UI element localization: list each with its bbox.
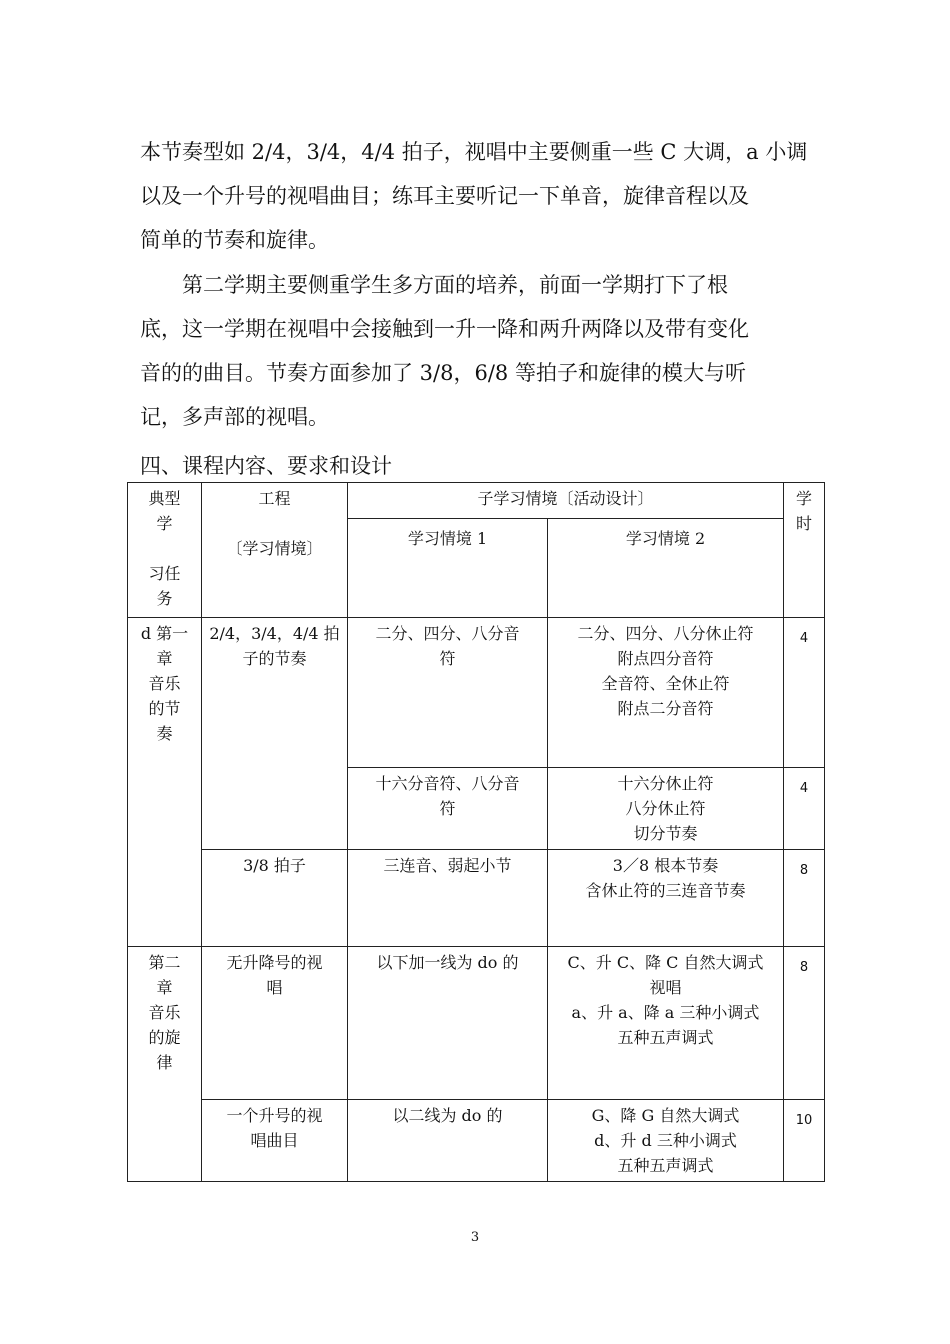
cell-line: 符: [439, 799, 456, 818]
cell-line: C、升 C、降 C 自然大调式: [567, 953, 764, 972]
cell-line: 附点四分音符: [617, 649, 714, 668]
cell-line: 五种五声调式: [617, 1156, 714, 1175]
cell-line: 典型: [148, 489, 181, 508]
hours-cell: 4: [784, 768, 825, 850]
context1-cell: [348, 850, 548, 947]
paragraph-line: 第二学期主要侧重学生多方面的培养，前面一学期打下了根: [140, 273, 728, 297]
cell-line: G、降 G 自然大调式: [591, 1106, 740, 1125]
table-row: [128, 850, 825, 947]
chapter-task-cell: [128, 618, 202, 947]
cell-line: 的节: [148, 699, 181, 718]
cell-line: 子的节奏: [242, 649, 307, 668]
cell-line: 第二: [148, 953, 181, 972]
cell-line: 章: [156, 649, 173, 668]
cell-line: d、升 d 三种小调式: [594, 1131, 737, 1150]
cell-line: 〔学习情境〕: [226, 539, 323, 558]
cell-line: 音乐: [148, 674, 181, 693]
project-cell: [202, 850, 348, 947]
table-row: [128, 618, 825, 768]
hours-cell: 4: [784, 618, 825, 768]
cell-line: a、升 a、降 a 三种小调式: [571, 1003, 760, 1022]
cell-line: 一个升号的视: [226, 1106, 323, 1125]
cell-line: 习任: [148, 564, 181, 583]
paragraph-line: 本节奏型如 2/4，3/4，4/4 拍子，视唱中主要侧重一些 C 大调，a 小调: [140, 140, 808, 164]
cell-line: 含休止符的三连音节奏: [585, 881, 746, 900]
table-row: [128, 947, 825, 1100]
cell-line: 工程: [258, 489, 291, 508]
paragraph-line: 底，这一学期在视唱中会接触到一升一降和两升两降以及带有变化: [140, 317, 749, 341]
section-heading: 四、课程内容、要求和设计: [140, 454, 392, 478]
cell-line: 二分、四分、八分音: [375, 624, 520, 643]
context2-cell: [548, 947, 784, 1100]
header-hours-cell: [784, 483, 825, 618]
cell-line: 五种五声调式: [617, 1028, 714, 1047]
hours-cell: 8: [784, 947, 825, 1100]
cell-line: 符: [439, 649, 456, 668]
cell-line: 切分节奏: [633, 824, 698, 843]
context2-cell: [548, 1100, 784, 1182]
paragraph-line: 以及一个升号的视唱曲目；练耳主要听记一下单音，旋律音程以及: [140, 184, 749, 208]
cell-line: 十六分音符、八分音: [375, 774, 520, 793]
cell-line: d 第一: [140, 624, 189, 643]
cell-line: 的旋: [148, 1028, 181, 1047]
cell-line: 以二线为 do 的: [392, 1106, 503, 1125]
cell-line: 3/8 拍子: [243, 856, 306, 875]
context1-cell: [348, 768, 548, 850]
cell-line: 音乐: [148, 1003, 181, 1022]
header-project-cell: [202, 483, 348, 618]
intro-paragraph: [140, 130, 820, 262]
page-number: 3: [470, 1230, 480, 1245]
context2-cell: [548, 768, 784, 850]
cell-line: 三连音、弱起小节: [383, 856, 512, 875]
cell-line: 十六分休止符: [617, 774, 714, 793]
table-row: [128, 1100, 825, 1182]
cell-line: 奏: [156, 724, 173, 743]
context1-cell: [348, 1100, 548, 1182]
cell-line: 唱: [266, 978, 283, 997]
hours-cell: 10: [784, 1100, 825, 1182]
second-semester-paragraph: [140, 263, 820, 439]
project-cell: [202, 618, 348, 850]
context1-cell: [348, 618, 548, 768]
cell-line: 二分、四分、八分休止符: [577, 624, 754, 643]
cell-line: [132, 536, 197, 561]
cell-line: 学: [156, 514, 173, 533]
header-sub-context-cell: 子学习情境〔活动设计〕: [348, 483, 784, 519]
paragraph-line: 音的的曲目。节奏方面参加了 3/8，6/8 等拍子和旋律的模大与听: [140, 361, 746, 385]
context2-cell: [548, 850, 784, 947]
cell-line: 全音符、全休止符: [601, 674, 730, 693]
course-design-table: [127, 482, 825, 1182]
cell-line: 无升降号的视: [226, 953, 323, 972]
context1-cell: [348, 947, 548, 1100]
context2-cell: [548, 618, 784, 768]
cell-line: 3／8 根本节奏: [612, 856, 719, 875]
header-context1-cell: 学习情境 1: [348, 519, 548, 618]
project-cell: [202, 947, 348, 1100]
cell-line: [206, 511, 343, 536]
header-context2-cell: 学习情境 2: [548, 519, 784, 618]
cell-line: 章: [156, 978, 173, 997]
cell-line: 2/4，3/4，4/4 拍: [209, 624, 340, 643]
chapter-task-cell: [128, 947, 202, 1182]
cell-line: 唱曲目: [250, 1131, 299, 1150]
hours-cell: 8: [784, 850, 825, 947]
project-cell: [202, 1100, 348, 1182]
header-task-cell: [128, 483, 202, 618]
cell-line: 务: [156, 589, 173, 608]
paragraph-line: 简单的节奏和旋律。: [140, 228, 329, 252]
cell-line: 时: [795, 514, 812, 533]
cell-line: 附点二分音符: [617, 699, 714, 718]
cell-line: 律: [156, 1053, 173, 1072]
cell-line: 学: [795, 489, 812, 508]
cell-line: 以下加一线为 do 的: [376, 953, 519, 972]
cell-line: 视唱: [649, 978, 682, 997]
cell-line: 八分休止符: [625, 799, 706, 818]
paragraph-line: 记，多声部的视唱。: [140, 405, 329, 429]
